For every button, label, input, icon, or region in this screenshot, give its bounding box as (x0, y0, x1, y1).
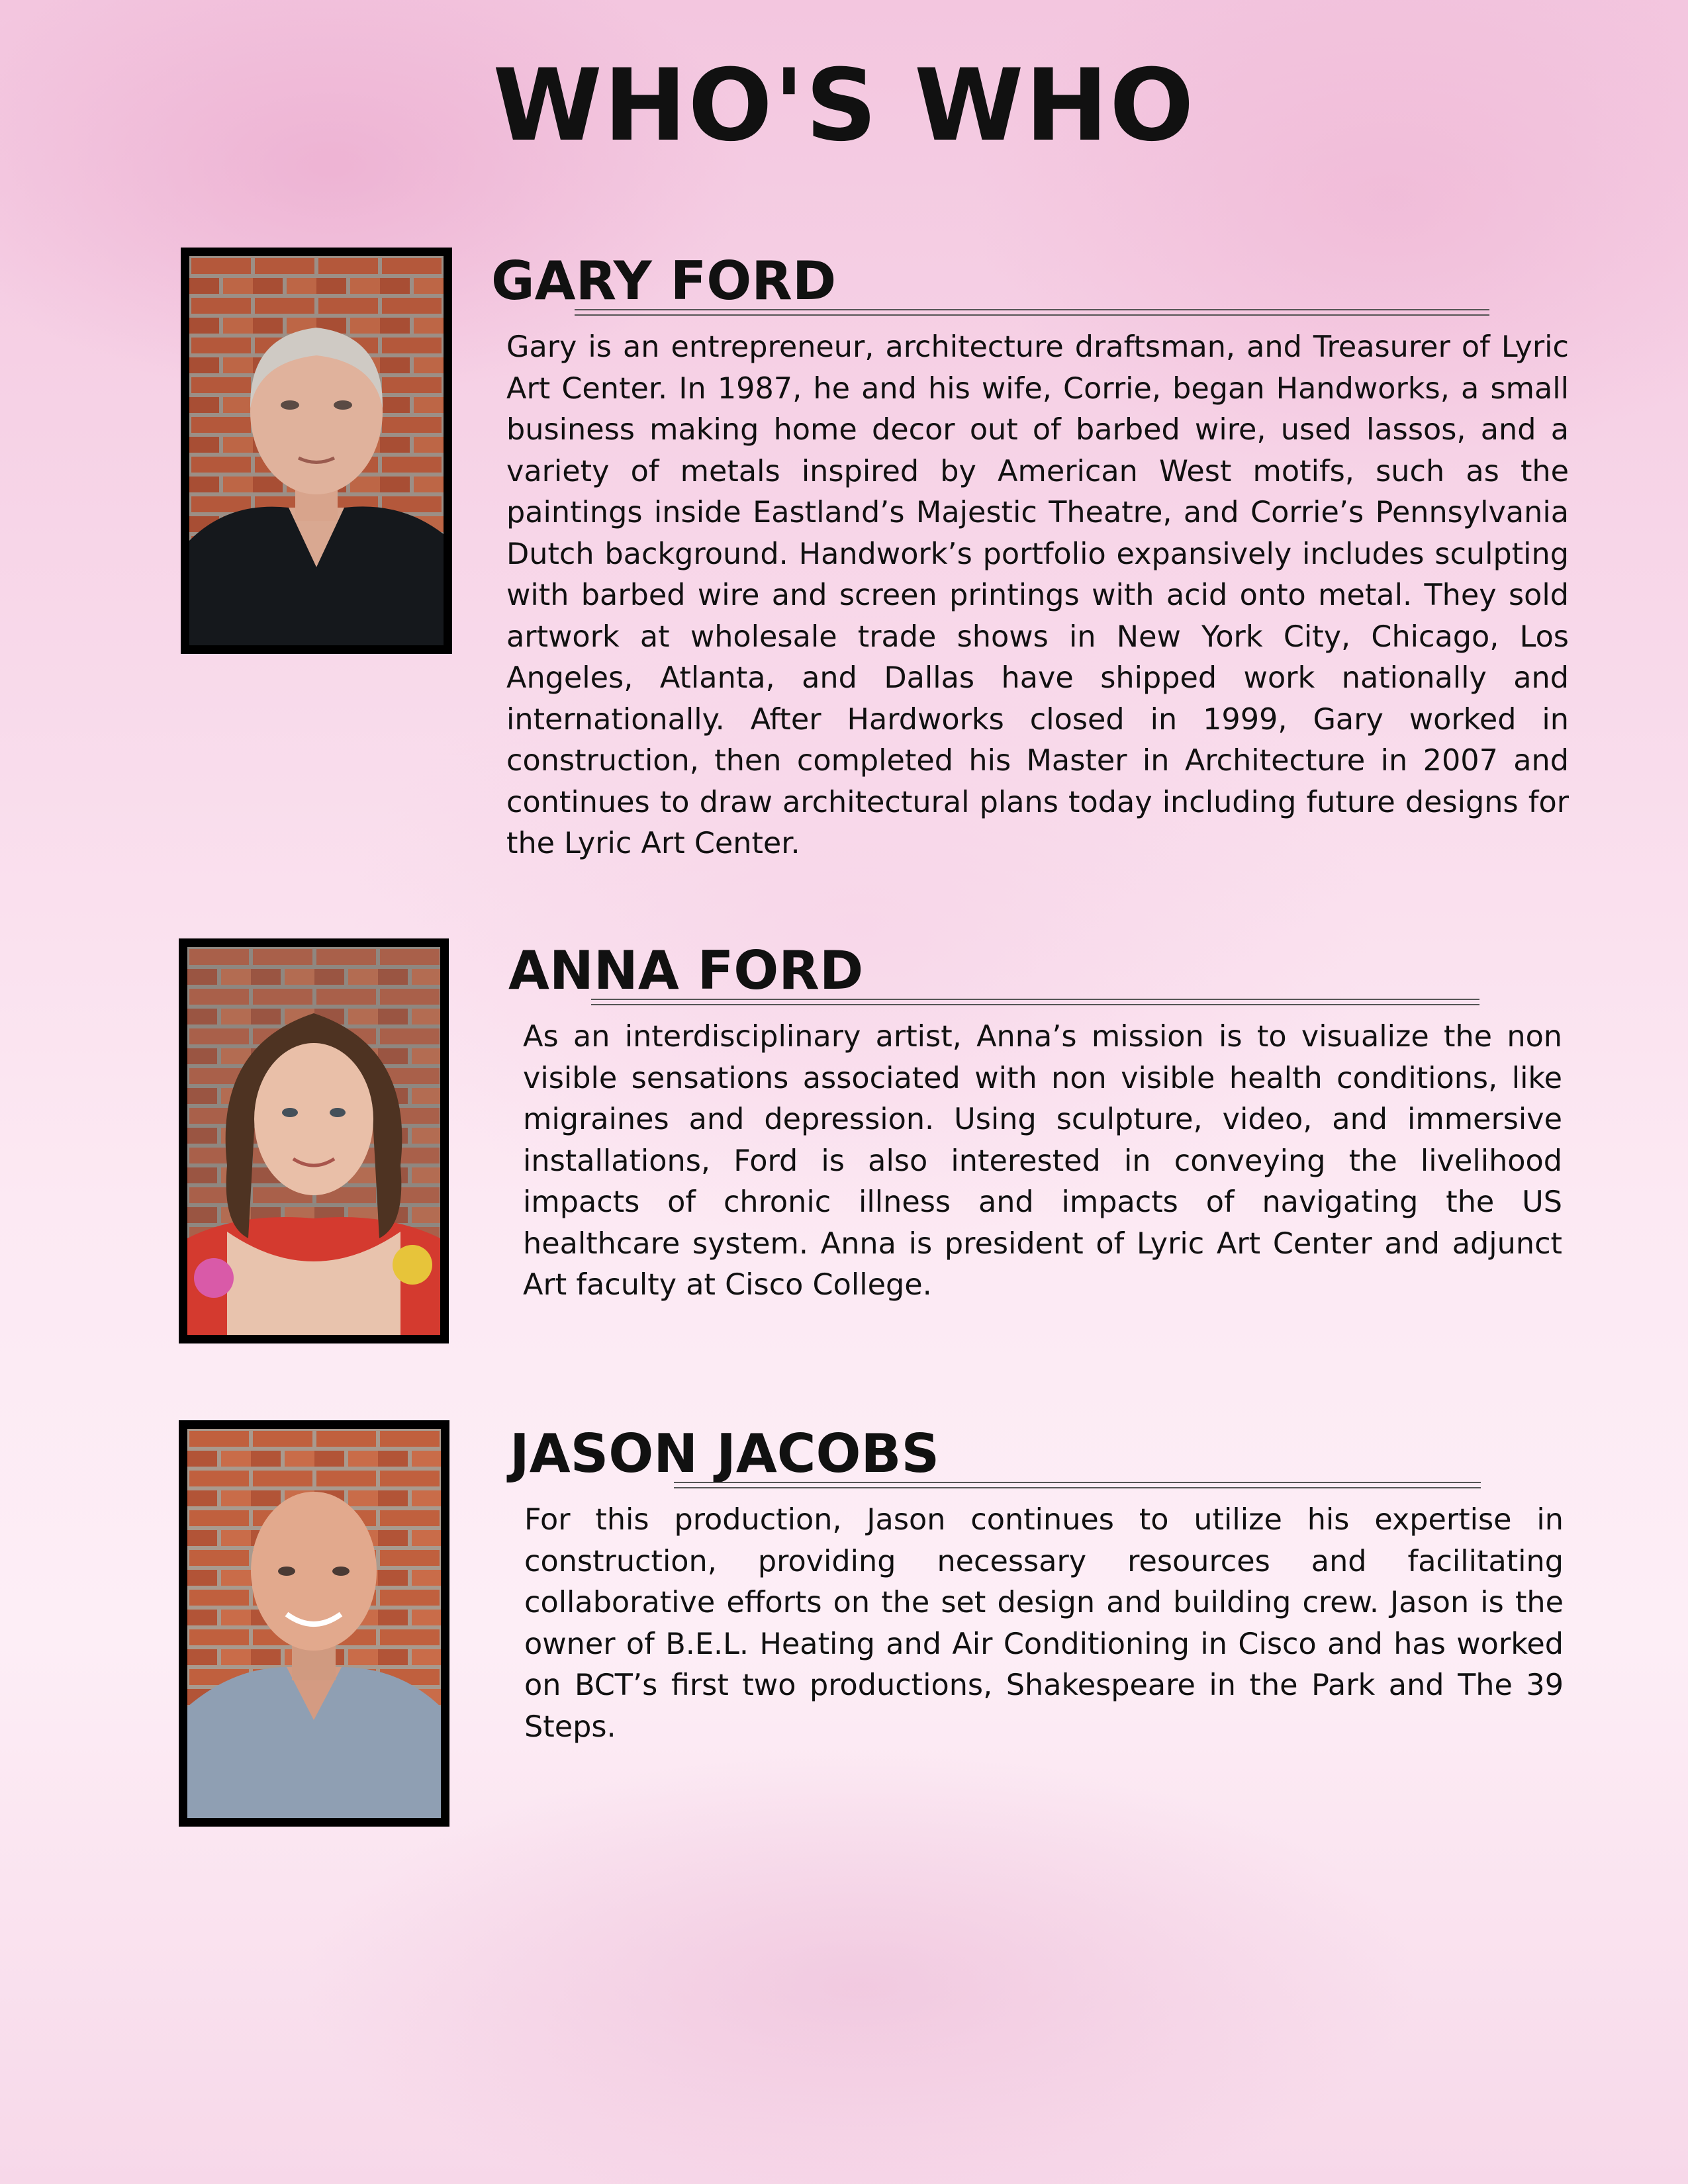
person-bio: As an interdisciplinary artist, Anna’s mission is to visualize the non visible sensations associated with non visible health conditions, like migraines and depression. Using sculpture, video, and immersive installations, Ford is also interested in conveying the livelihood impacts of chronic illness and impacts of navigating the US healthcare system. Anna is president of Lyric Art Center and adjunct Art faculty at Cisco College. (523, 1020, 1562, 1302)
person-bio: Gary is an entrepreneur, architecture draftsman, and Treasurer of Lyric Art Center. In 1987, he and his wife, Corrie, began Handworks, a small business making home decor out of barbed wire, used lassos, and a variety of metals inspired by American West motifs, such as the paintings inside Eastland’s Majestic Theatre, and Corrie’s Pennsylvania Dutch background. Handwork’s portfolio expansively includes sculpting with barbed wire and screen printings with acid onto metal. They sold artwork at wholesale trade shows in New York City, Chicago, Los Angeles, Atlanta, and Dallas have shipped work nationally and internationally. After Hardworks closed in 1999, Gary worked in construction, then completed his Master in Architecture in 2007 and continues to draw architectural plans today including future designs for the Lyric Art Center. (506, 330, 1569, 860)
portrait-photo (181, 248, 452, 654)
name-underline (575, 309, 1489, 316)
portrait-photo (179, 1420, 449, 1827)
portrait-photo (179, 938, 449, 1343)
page-title: WHO'S WHO (492, 48, 1196, 163)
person-name: JASON JACOBS (510, 1423, 940, 1484)
name-underline (591, 999, 1479, 1005)
name-underline (674, 1482, 1481, 1488)
person-name: ANNA FORD (508, 940, 864, 1001)
person-name: GARY FORD (491, 250, 837, 312)
person-bio: For this production, Jason continues to utilize his expertise in construction, providing necessary resources and facilitating collaborative efforts on the set design and building crew. Jason is the owner of B.E.L. Heating and Air Conditioning in Cisco and has worked on BCT’s first two productions, Shakespeare in the Park and The 39 Steps. (524, 1503, 1564, 1744)
